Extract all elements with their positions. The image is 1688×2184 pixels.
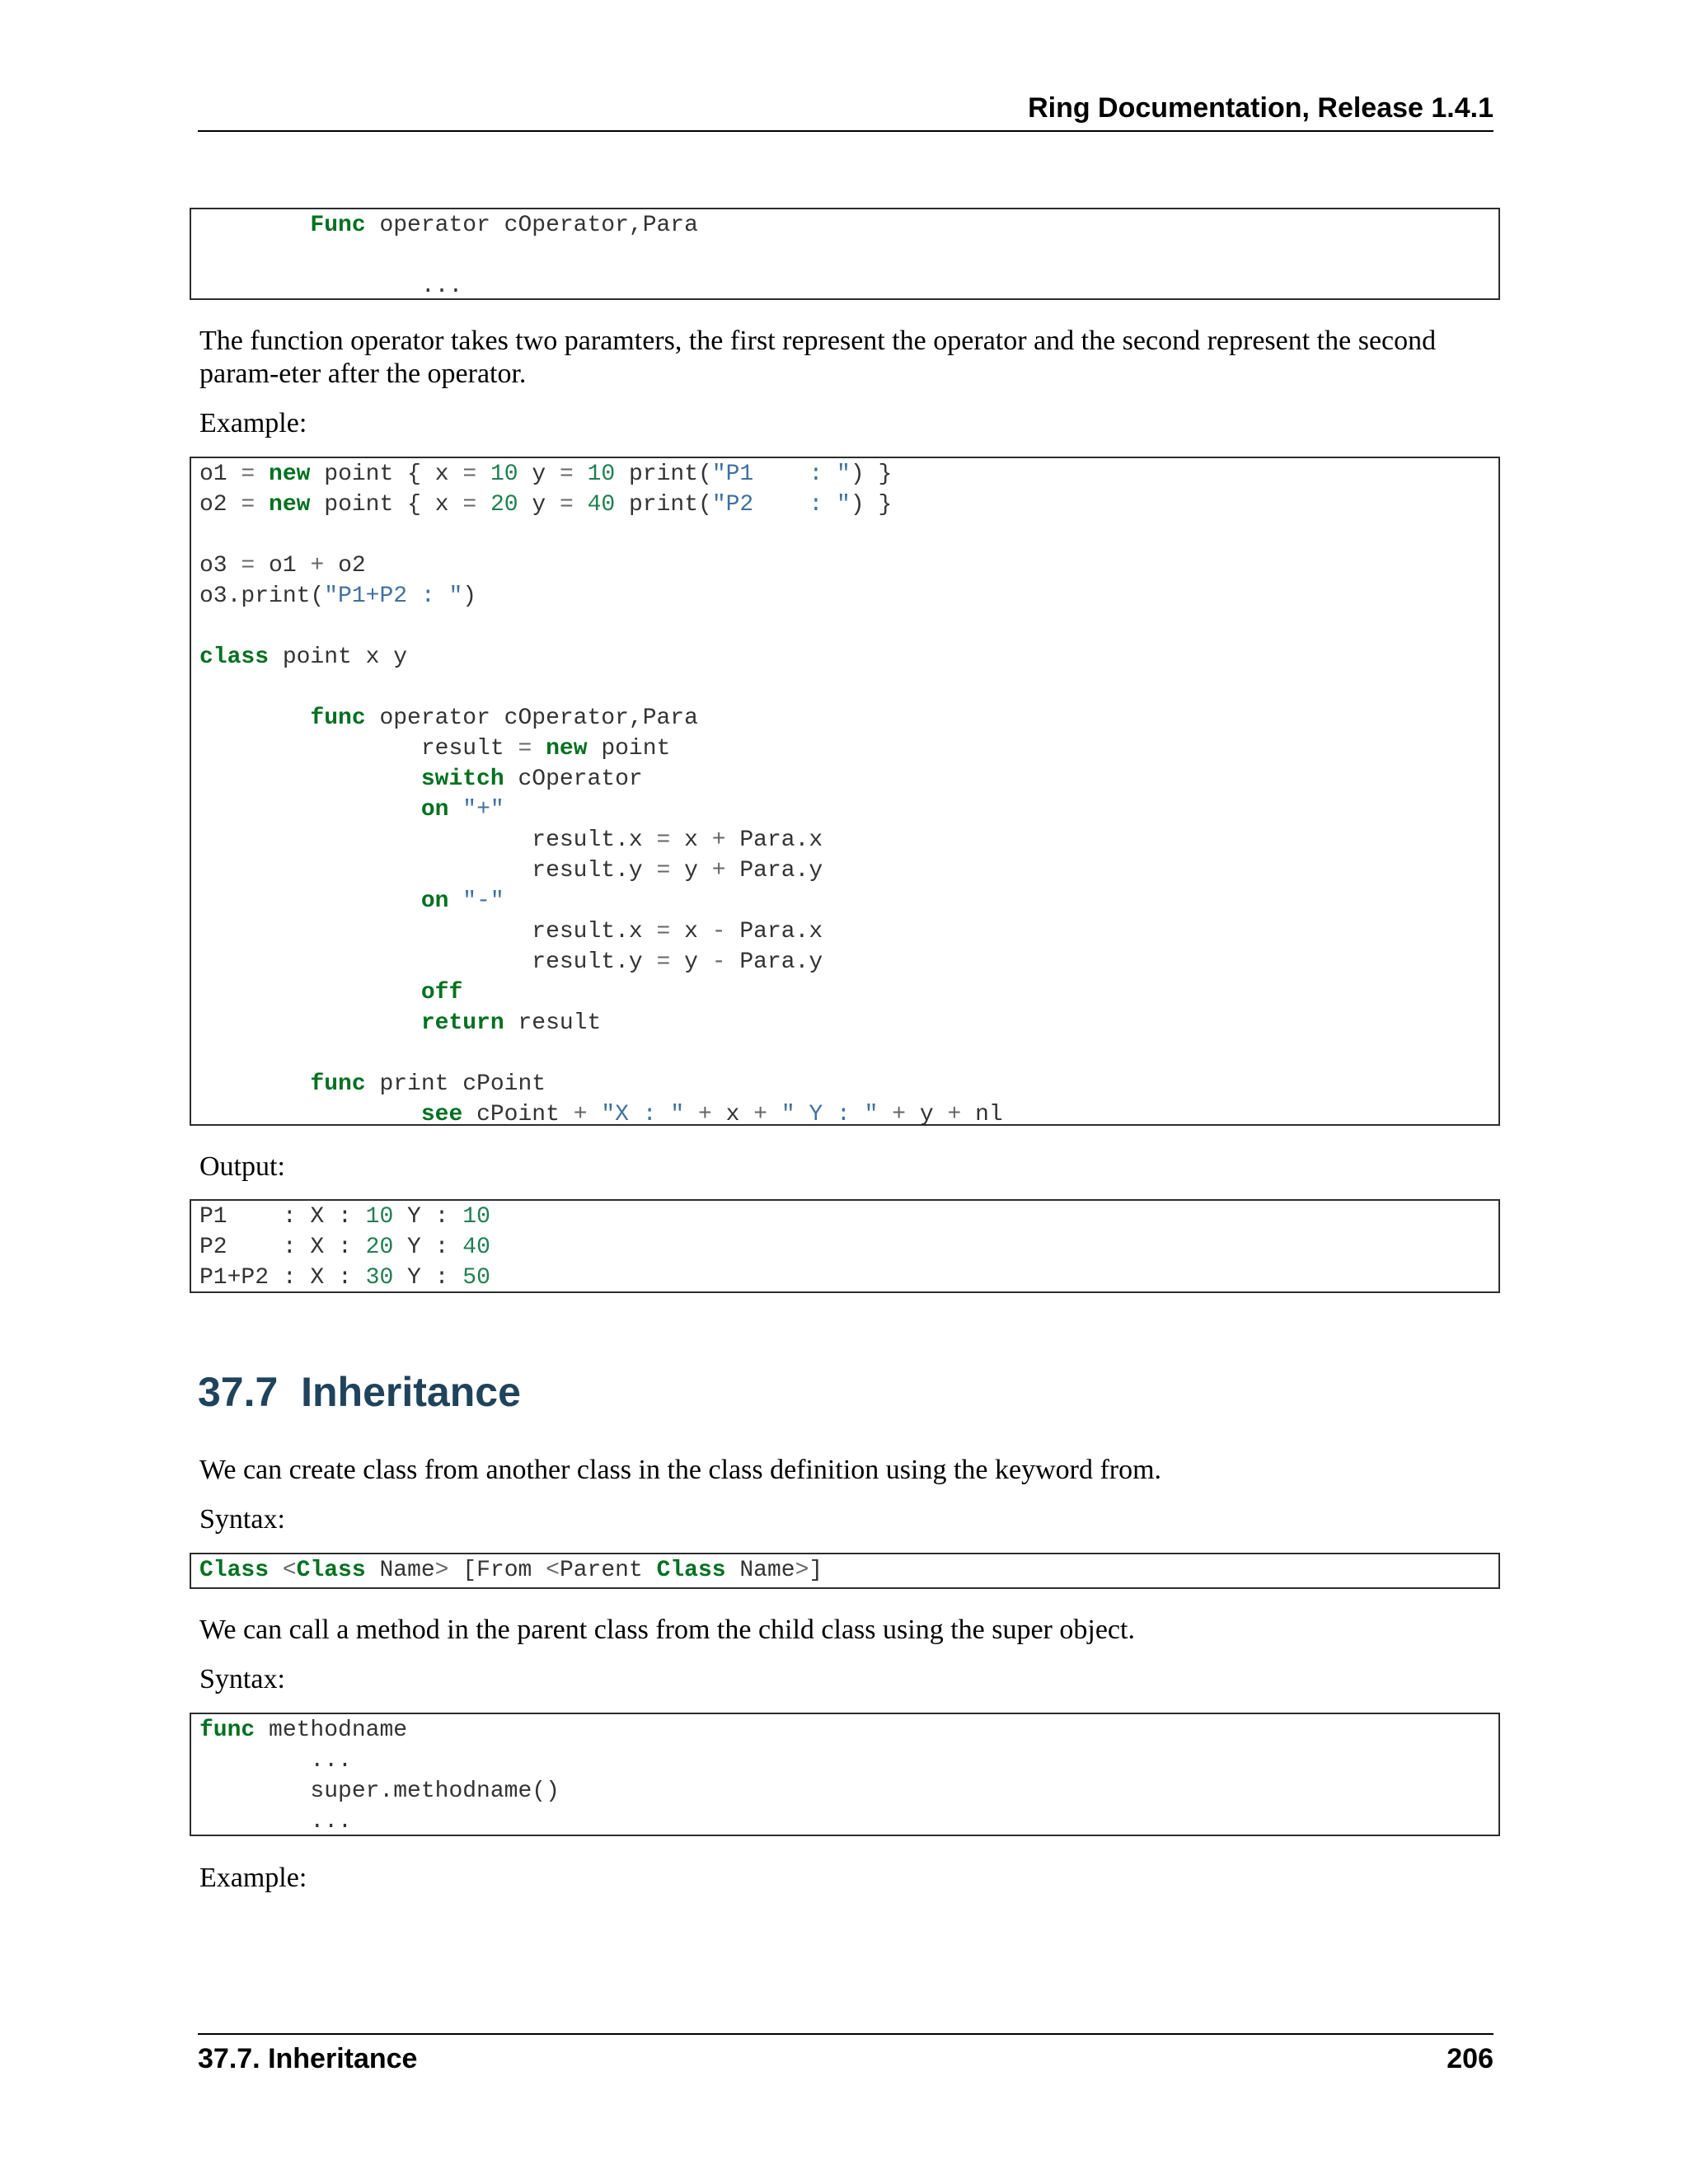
code-token: 10 (490, 462, 518, 487)
code-line (199, 1807, 1498, 1836)
code-token (199, 1010, 421, 1036)
code-token: 10 (365, 1204, 394, 1230)
code-line (199, 764, 1498, 794)
code-token: Class (656, 1558, 726, 1583)
code-token: P1 : X : (199, 1204, 366, 1230)
code-token: + (892, 1102, 907, 1126)
code-line (199, 886, 1498, 916)
code-token: < (546, 1558, 560, 1583)
code-token: Class (199, 1558, 270, 1583)
code-line (199, 825, 1498, 855)
code-line (199, 612, 1498, 642)
code-token: Name (725, 1558, 795, 1583)
code-token: > (795, 1558, 809, 1583)
code-token: 20 (490, 492, 518, 518)
code-line (199, 1069, 1498, 1099)
code-token: result.x (199, 919, 657, 944)
code-token: o3 (199, 553, 241, 579)
code-line (199, 794, 1498, 825)
code-token: Para.x (725, 919, 823, 944)
code-token: super.methodname() (199, 1779, 560, 1804)
code-line (199, 1776, 1498, 1807)
code-token: print( (615, 492, 712, 518)
code-token: 20 (365, 1235, 394, 1260)
code-token: nl (961, 1102, 1003, 1126)
footer-section: 37.7. Inheritance (198, 2043, 418, 2074)
code-token: = (241, 462, 256, 487)
paragraph-super: We can call a method in the parent class from the child class using the super object. (199, 1615, 1135, 1645)
code-line (199, 916, 1498, 947)
code-line (199, 1555, 1498, 1586)
code-block-operator-example (190, 457, 1500, 1126)
code-token: point x y (269, 644, 408, 670)
section-title-text: Inheritance (301, 1369, 521, 1415)
code-token (199, 1071, 310, 1097)
page-number: 206 (1447, 2043, 1493, 2074)
code-token (448, 888, 462, 914)
code-token: = (241, 492, 256, 518)
code-token: - (711, 919, 726, 944)
code-token: "-" (462, 888, 504, 914)
code-token: cPoint (462, 1102, 574, 1126)
label-syntax: Syntax: (199, 1504, 285, 1535)
code-token: "P1 : " (711, 462, 851, 487)
page-footer (198, 2033, 1493, 2084)
code-token: print( (615, 462, 712, 487)
code-token: Para.y (725, 949, 823, 975)
code-token: = (656, 919, 671, 944)
code-token: + (711, 858, 726, 883)
code-token (269, 1558, 283, 1583)
code-line (199, 947, 1498, 977)
code-token: x (711, 1102, 754, 1126)
section-number: 37.7 (198, 1369, 279, 1415)
code-token: o2 (324, 553, 366, 579)
code-token: + (947, 1102, 962, 1126)
code-token: ... (199, 274, 463, 299)
code-line (199, 1715, 1498, 1746)
code-token: = (656, 827, 671, 853)
code-token (767, 1102, 781, 1126)
code-line (199, 1099, 1498, 1126)
code-token (476, 492, 490, 518)
code-token (878, 1102, 892, 1126)
paragraph-inheritance: We can create class from another class in the class definition using the keyword from. (199, 1455, 1162, 1485)
code-token: func (310, 705, 366, 731)
code-block-class-syntax (190, 1553, 1500, 1589)
code-token (476, 462, 490, 487)
code-token (199, 1102, 421, 1126)
code-token: point { x (310, 462, 463, 487)
code-token: o1 (199, 462, 241, 487)
code-token (199, 797, 421, 823)
code-token: switch (420, 766, 504, 792)
code-line (199, 241, 1498, 271)
code-token: < (282, 1558, 297, 1583)
section-heading (198, 1368, 521, 1416)
code-token: Class (296, 1558, 366, 1583)
code-token (448, 797, 462, 823)
code-token: result.y (199, 949, 657, 975)
code-token: on (420, 797, 449, 823)
code-line (199, 210, 1498, 241)
code-token: > (434, 1558, 449, 1583)
code-token: 50 (462, 1265, 490, 1291)
code-token: Y : (393, 1204, 463, 1230)
code-token: new (546, 736, 588, 762)
code-line (199, 673, 1498, 703)
code-token: = (462, 492, 477, 518)
code-token: = (559, 462, 574, 487)
code-token: result.x (199, 827, 657, 853)
code-token: - (711, 949, 726, 975)
code-token: P1+P2 : X : (199, 1265, 366, 1291)
code-token: new (269, 462, 311, 487)
code-token: result.y (199, 858, 657, 883)
code-line (199, 642, 1498, 673)
code-token (255, 462, 269, 487)
label-example: Example: (199, 408, 307, 438)
code-line (199, 581, 1498, 612)
code-token: ) (462, 583, 477, 609)
code-token: 40 (587, 492, 616, 518)
code-line (199, 977, 1498, 1008)
code-token: ] (809, 1558, 823, 1583)
code-block-output (190, 1199, 1500, 1293)
code-token (199, 766, 421, 792)
code-token: + (310, 553, 325, 579)
document-title: Ring Documentation, Release 1.4.1 (1028, 92, 1493, 124)
code-token: "+" (462, 797, 504, 823)
code-token: Parent (559, 1558, 657, 1583)
code-token: result (199, 736, 518, 762)
code-token (532, 1558, 546, 1583)
code-line (199, 459, 1498, 490)
code-token (199, 980, 421, 1005)
code-token: + (753, 1102, 767, 1126)
code-token: + (711, 827, 726, 853)
code-token: class (199, 644, 270, 670)
code-line (199, 1038, 1498, 1069)
code-token: 40 (462, 1235, 490, 1260)
paragraph-operator-params: The function operator takes two paramters, the first represent the operator and the second represent the second param-eter after the operator. (199, 326, 1437, 389)
code-token: print cPoint (365, 1071, 546, 1097)
code-line (199, 551, 1498, 581)
code-block-super-syntax (190, 1713, 1500, 1836)
label-output: Output: (199, 1151, 285, 1182)
code-token (199, 705, 310, 731)
code-token (574, 492, 588, 518)
code-token (255, 492, 269, 518)
code-token: "P1+P2 : " (324, 583, 463, 609)
code-token: on (420, 888, 449, 914)
code-token (574, 462, 588, 487)
page-header (198, 92, 1493, 132)
code-token: ... (199, 1748, 352, 1774)
code-token (588, 1102, 602, 1126)
code-line (199, 703, 1498, 733)
code-token: = (518, 736, 532, 762)
code-token: func (199, 1718, 256, 1743)
code-token: ) } (850, 462, 893, 487)
code-line (199, 1263, 1498, 1293)
code-line (199, 1008, 1498, 1038)
code-line (199, 520, 1498, 551)
code-token: o3.print( (199, 583, 325, 609)
code-line (199, 1232, 1498, 1263)
label-syntax: Syntax: (199, 1664, 285, 1694)
code-token: return (420, 1010, 504, 1036)
code-token: o2 (199, 492, 241, 518)
code-token: new (269, 492, 311, 518)
code-token: ... (199, 1809, 352, 1835)
code-token: = (656, 949, 671, 975)
code-token (532, 736, 546, 762)
code-token: operator cOperator,Para (365, 213, 698, 238)
code-token: x (670, 919, 712, 944)
code-line (199, 1746, 1498, 1776)
code-token: ) } (850, 492, 893, 518)
code-token: P2 : X : (199, 1235, 366, 1260)
code-token: point { x (310, 492, 463, 518)
code-token (199, 888, 421, 914)
code-token: y (518, 492, 560, 518)
code-token: = (656, 858, 671, 883)
code-token: + (573, 1102, 588, 1126)
code-line (199, 271, 1498, 300)
code-token: 10 (587, 462, 616, 487)
code-line (199, 733, 1498, 764)
label-example: Example: (199, 1863, 307, 1893)
code-token: Name (365, 1558, 435, 1583)
code-token: o1 (255, 553, 311, 579)
code-token: cOperator (504, 766, 643, 792)
code-token: "P2 : " (711, 492, 851, 518)
code-line (199, 855, 1498, 886)
code-line (199, 1202, 1498, 1232)
code-token: [From (448, 1558, 532, 1583)
code-token: y (670, 858, 712, 883)
code-token: operator cOperator,Para (365, 705, 698, 731)
code-token: Func (199, 213, 366, 238)
code-token: off (420, 980, 463, 1005)
code-token: methodname (255, 1718, 408, 1743)
code-block-func-operator (190, 208, 1500, 300)
code-token (684, 1102, 698, 1126)
code-token: func (310, 1071, 366, 1097)
code-token: Y : (393, 1265, 463, 1291)
code-token: point (587, 736, 671, 762)
code-token: Para.y (725, 858, 823, 883)
code-token: result (504, 1010, 602, 1036)
code-token: y (670, 949, 712, 975)
code-token: Y : (393, 1235, 463, 1260)
code-line (199, 490, 1498, 520)
code-token: "X : " (601, 1102, 685, 1126)
code-token: 30 (365, 1265, 394, 1291)
code-token: see (420, 1102, 463, 1126)
code-token: = (559, 492, 574, 518)
code-token: 10 (462, 1204, 490, 1230)
code-token: = (241, 553, 256, 579)
code-token: " Y : " (781, 1102, 879, 1126)
code-token: y (906, 1102, 948, 1126)
code-token: + (697, 1102, 712, 1126)
code-token: = (462, 462, 477, 487)
code-token: y (518, 462, 560, 487)
code-token: Para.x (725, 827, 823, 853)
code-token: x (670, 827, 712, 853)
